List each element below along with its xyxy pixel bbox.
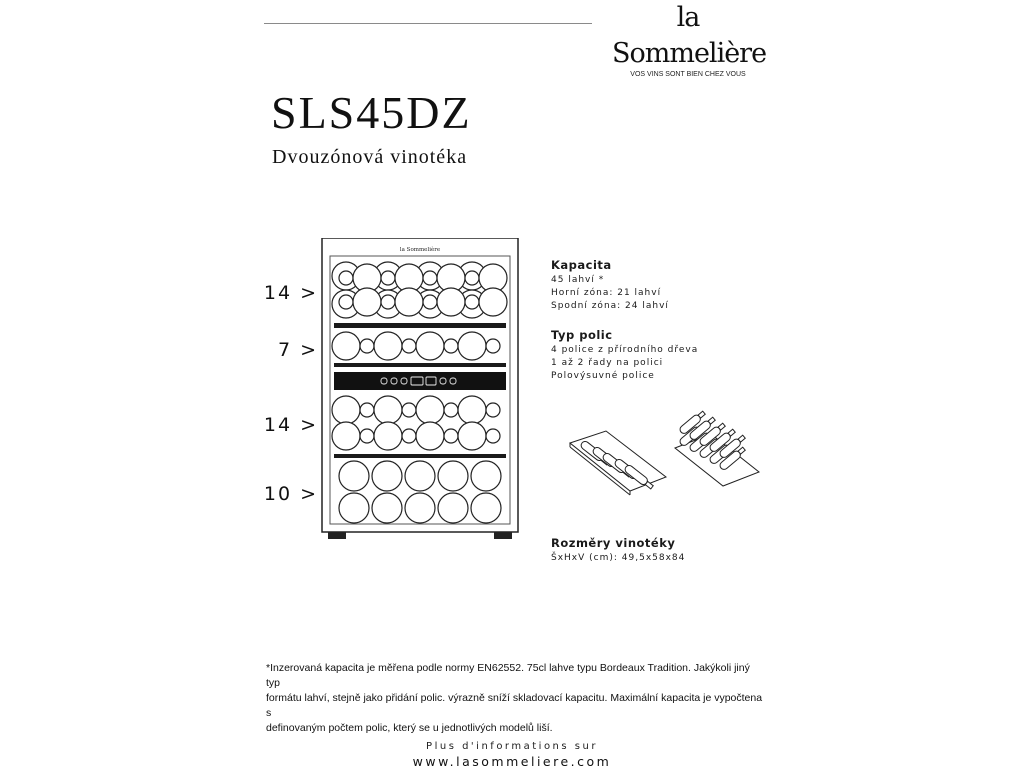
brand-name: la Sommelière bbox=[612, 2, 767, 69]
bottle-icon bbox=[374, 422, 402, 450]
model-title: SLS45DZ bbox=[271, 87, 472, 138]
spec-shelf-type-line: Polovýsuvné police bbox=[551, 371, 655, 381]
bottle-icon bbox=[402, 429, 416, 443]
bottle-icon bbox=[486, 429, 500, 443]
bottle-icon bbox=[437, 288, 465, 316]
bottle-icon bbox=[381, 295, 395, 309]
bottle-icon bbox=[416, 396, 444, 424]
spec-dimensions bbox=[551, 536, 685, 565]
cabinet-logo: la Sommelière bbox=[399, 247, 441, 253]
bottle-icon bbox=[479, 288, 507, 316]
bottle-icon bbox=[486, 339, 500, 353]
bottle-icon bbox=[423, 271, 437, 285]
spec-capacity-line: Horní zóna: 21 lahví bbox=[551, 288, 662, 298]
bottle-icon bbox=[374, 396, 402, 424]
bottle-icon bbox=[374, 332, 402, 360]
bottle-icon bbox=[444, 339, 458, 353]
bottle-icon bbox=[402, 403, 416, 417]
spec-dimensions-title: Rozměry vinotéky bbox=[551, 536, 676, 550]
bottle-icon bbox=[332, 332, 360, 360]
bottle-icon bbox=[416, 422, 444, 450]
bottle-icon bbox=[381, 271, 395, 285]
shelf-rail-3 bbox=[334, 454, 506, 458]
footer-website-link[interactable]: www.lasommeliere.com bbox=[412, 754, 612, 769]
bottle-icon bbox=[416, 332, 444, 360]
bottle-icon bbox=[438, 493, 468, 523]
spec-capacity-line: 45 lahví * bbox=[551, 275, 605, 285]
spec-shelf-type bbox=[551, 328, 698, 383]
spec-shelf-type-line: 1 až 2 řady na polici bbox=[551, 358, 664, 368]
bottle-icon bbox=[339, 461, 369, 491]
bottle-icon bbox=[372, 461, 402, 491]
spec-shelf-type-title: Typ polic bbox=[551, 328, 613, 342]
bottle-icon bbox=[339, 493, 369, 523]
shelf-single-row-icon bbox=[566, 425, 671, 497]
bottle-icon bbox=[339, 295, 353, 309]
shelf-rail-2 bbox=[334, 363, 506, 367]
top-rule bbox=[264, 23, 592, 24]
spec-shelf-type-line: 4 police z přírodního dřeva bbox=[551, 345, 699, 355]
bottle-icon bbox=[339, 271, 353, 285]
bottle-icon bbox=[471, 493, 501, 523]
spec-capacity-line: Spodní zóna: 24 lahví bbox=[551, 301, 669, 311]
bottle-icon bbox=[465, 295, 479, 309]
shelf-count-3: 14 > bbox=[263, 414, 318, 436]
shelf-count-1: 14 > bbox=[263, 282, 318, 304]
bottle-icon bbox=[353, 288, 381, 316]
bottle-icon bbox=[360, 339, 374, 353]
bottle-icon bbox=[458, 396, 486, 424]
footnote-line: formátu lahví, stejně jako přidání polic. výrazně sníží skladovací kapacitu. Maximální kapacita je vypočtena s bbox=[266, 692, 763, 719]
bottle-icon bbox=[372, 493, 402, 523]
bottle-icon bbox=[438, 461, 468, 491]
bottle-icon bbox=[395, 288, 423, 316]
bottle-icon bbox=[405, 493, 435, 523]
bottle-icon bbox=[458, 422, 486, 450]
bottle-icon bbox=[332, 422, 360, 450]
bottle-icon bbox=[423, 295, 437, 309]
wine-cabinet-icon bbox=[318, 238, 522, 540]
bottle-icon bbox=[402, 339, 416, 353]
bottle-icon bbox=[332, 396, 360, 424]
footnote bbox=[266, 661, 766, 736]
shelf-rail-1 bbox=[334, 323, 506, 328]
control-panel bbox=[334, 372, 506, 390]
spec-dimensions-line: ŠxHxV (cm): 49,5x58x84 bbox=[551, 553, 686, 563]
brand-logo bbox=[612, 0, 767, 78]
bottle-icon bbox=[486, 403, 500, 417]
bottle-icon bbox=[458, 332, 486, 360]
bottles-zone-1 bbox=[332, 262, 507, 360]
bottle-icon bbox=[444, 429, 458, 443]
bottle-icon bbox=[471, 461, 501, 491]
bottle-icon bbox=[360, 429, 374, 443]
spec-capacity bbox=[551, 258, 669, 313]
spec-capacity-title: Kapacita bbox=[551, 258, 612, 272]
brand-tagline: VOS VINS SONT BIEN CHEZ VOUS bbox=[630, 71, 746, 78]
product-subtitle: Dvouzónová vinotéka bbox=[272, 146, 468, 168]
bottle-icon bbox=[444, 403, 458, 417]
bottle-icon bbox=[405, 461, 435, 491]
shelf-count-4: 10 > bbox=[263, 483, 318, 505]
bottle-icon bbox=[465, 271, 479, 285]
cabinet-foot-left bbox=[328, 532, 346, 539]
footer-more-info: Plus d'informations sur bbox=[426, 741, 598, 752]
shelf-double-row-icon bbox=[673, 400, 765, 492]
bottle-icon bbox=[360, 403, 374, 417]
footnote-line: definovaným počtem polic, který se u jednotlivých modelů liší. bbox=[266, 722, 553, 734]
shelf-count-2: 7 > bbox=[277, 339, 318, 361]
cabinet-foot-right bbox=[494, 532, 512, 539]
footnote-line: *Inzerovaná kapacita je měřena podle normy EN62552. 75cl lahve typu Bordeaux Tradition. Jakýkoli jiný typ bbox=[266, 662, 750, 689]
